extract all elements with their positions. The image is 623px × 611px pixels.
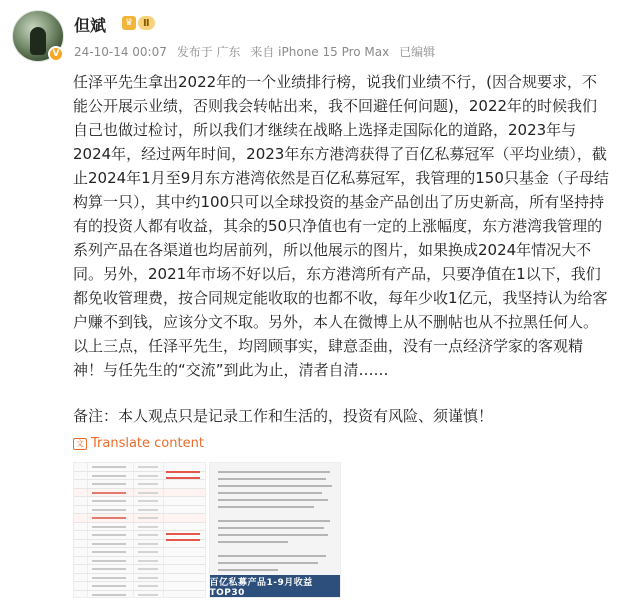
post-content <box>73 70 611 428</box>
image-table-cell <box>88 514 134 522</box>
image-text-line <box>218 541 288 543</box>
image-table-row <box>74 489 205 498</box>
image-text-line <box>218 492 322 494</box>
post-images <box>73 462 341 598</box>
post-device: 来自 iPhone 15 Pro Max <box>250 45 390 59</box>
image-table-row <box>74 531 205 540</box>
post-edited[interactable]: 已编辑 <box>399 45 436 59</box>
image-text-line <box>218 562 318 564</box>
image-thumbnail-text-screenshot[interactable] <box>209 462 342 598</box>
image-table-cell <box>88 497 134 505</box>
image-table-cell <box>164 557 205 565</box>
image-table-cell <box>134 480 164 488</box>
image-text-line <box>218 471 330 473</box>
avatar-figure <box>30 27 46 55</box>
image-table-cell <box>88 506 134 514</box>
image-table-cell <box>74 574 88 582</box>
image-table-cell <box>88 557 134 565</box>
image-text-line <box>218 520 330 522</box>
image-table-cell <box>134 565 164 573</box>
image-table-cell <box>164 523 205 531</box>
image-table-cell <box>88 582 134 590</box>
image-table-cell <box>164 548 205 556</box>
image-table-cell <box>88 565 134 573</box>
image-table-cell <box>88 540 134 548</box>
image-table-cell <box>74 523 88 531</box>
image-table-cell <box>74 548 88 556</box>
image-table-cell <box>134 523 164 531</box>
image-text-line <box>218 485 332 487</box>
image-table-row <box>74 506 205 515</box>
image-table-row <box>74 472 205 481</box>
image-table-cell <box>74 497 88 505</box>
post-body: 任泽平先生拿出2022年的一个业绩排行榜，说我们业绩不行，(因合规要求，不能公开展示业绩，否则我会转帖出来，我不回避任何问题)，2022年的时候我们自己也做过检讨，所以我们才继续在战略上选择走国际化的道路，2023年与2024年，经过两年时间，2023年东方港湾获得了百亿私募冠军（平均业绩），截止2024年1月至9月东方港湾依然是百亿私募冠军，我管理的150只基金（子母结构算一只），其中约100只可以全球投资的基金产品创出了历史新高，所有坚持持有的投资人都有收益，其余的50只净值也有一定的上涨幅度，东方港湾我管理的系列产品在各渠道也均居前列，所以他展示的图片，如果换成2024年情况大不同。另外，2021年市场不好以后，东方港湾所有产品，只要净值在1以下，我们都免收管理费，按合同规定能收取的也都不收，每年少收1亿元，我坚持认为给客户赚不到钱，应该分文不取。另外，本人在微博上从不删帖也从不拉黑任何人。以上三点，任泽平先生，均罔顾事实，肆意歪曲，没有一点经济学家的客观精神！与任先生的“交流”到此为止，清者自清…… <box>73 73 609 379</box>
image-table-cell <box>88 591 134 599</box>
image-table-cell <box>164 463 205 471</box>
image-table-cell <box>134 514 164 522</box>
image-table-cell <box>164 506 205 514</box>
verified-badge-icon: V <box>48 46 64 62</box>
image-table-cell <box>134 574 164 582</box>
image-table-cell <box>74 506 88 514</box>
translate-button[interactable] <box>73 436 204 451</box>
image-table-row <box>74 480 205 489</box>
image-table-cell <box>88 531 134 539</box>
image-text-line <box>218 478 326 480</box>
image-table-row <box>74 582 205 591</box>
image-table-row <box>74 463 205 472</box>
image-table-cell <box>74 531 88 539</box>
image-table-cell <box>88 480 134 488</box>
image-table-cell <box>134 548 164 556</box>
image-text-line <box>218 506 314 508</box>
image-table-cell <box>164 472 205 480</box>
image-table-row <box>74 540 205 549</box>
member-badge[interactable] <box>122 15 155 31</box>
image-table-cell <box>134 489 164 497</box>
image-table-cell <box>134 591 164 599</box>
image-table-cell <box>74 489 88 497</box>
image-table-cell <box>164 531 205 539</box>
image-table-cell <box>74 557 88 565</box>
image-table-row <box>74 497 205 506</box>
image-table-cell <box>164 574 205 582</box>
image-text-line <box>218 499 328 501</box>
image-table-row <box>74 523 205 532</box>
image-table-cell <box>134 506 164 514</box>
image-table-cell <box>134 497 164 505</box>
image-table-cell <box>134 557 164 565</box>
image-table-row <box>74 591 205 599</box>
translate-label: Translate content <box>91 436 204 451</box>
crown-icon: ♛ <box>122 16 136 30</box>
image-table-row <box>74 514 205 523</box>
image-table-cell <box>164 582 205 590</box>
image-table-cell <box>164 514 205 522</box>
image-table-cell <box>134 582 164 590</box>
image-table-cell <box>74 480 88 488</box>
username[interactable]: 但斌 <box>74 16 107 35</box>
image-text-line <box>218 527 324 529</box>
image-table-cell <box>164 540 205 548</box>
image-text-line <box>218 555 326 557</box>
image-table-cell <box>164 480 205 488</box>
image-table-row <box>74 565 205 574</box>
image-table-cell <box>88 472 134 480</box>
image-table-cell <box>88 523 134 531</box>
image-table-cell <box>74 472 88 480</box>
image-table-cell <box>74 540 88 548</box>
post-note: 备注：本人观点只是记录工作和生活的，投资有风险、须谨慎！ <box>73 407 494 425</box>
image-table-row <box>74 557 205 566</box>
image-table-cell <box>74 463 88 471</box>
image-table-cell <box>134 531 164 539</box>
image-banner: 百亿私募产品1-9月收益TOP30 <box>210 575 341 597</box>
post-header <box>12 10 612 66</box>
image-table-cell <box>88 489 134 497</box>
image-table-cell <box>164 489 205 497</box>
image-table-cell <box>74 565 88 573</box>
image-table-cell <box>134 463 164 471</box>
image-table-cell <box>88 548 134 556</box>
post-location: 发布于 广东 <box>176 45 241 59</box>
image-thumbnail-ranking-table[interactable] <box>73 462 206 598</box>
image-table-cell <box>164 591 205 599</box>
image-table-cell <box>74 514 88 522</box>
image-table-cell <box>164 565 205 573</box>
image-table-cell <box>88 574 134 582</box>
image-table-cell <box>88 463 134 471</box>
member-level: Ⅱ <box>138 16 155 30</box>
image-table-row <box>74 548 205 557</box>
image-text-line <box>218 534 328 536</box>
image-table-cell <box>134 540 164 548</box>
image-table-cell <box>74 582 88 590</box>
post-meta <box>74 43 441 60</box>
image-table-cell <box>74 591 88 599</box>
image-table-cell <box>164 497 205 505</box>
post-timestamp[interactable]: 24-10-14 00:07 <box>74 45 167 59</box>
translate-icon: 文 <box>73 438 87 450</box>
image-table-row <box>74 574 205 583</box>
image-table-cell <box>134 472 164 480</box>
image-text-line <box>218 569 278 571</box>
